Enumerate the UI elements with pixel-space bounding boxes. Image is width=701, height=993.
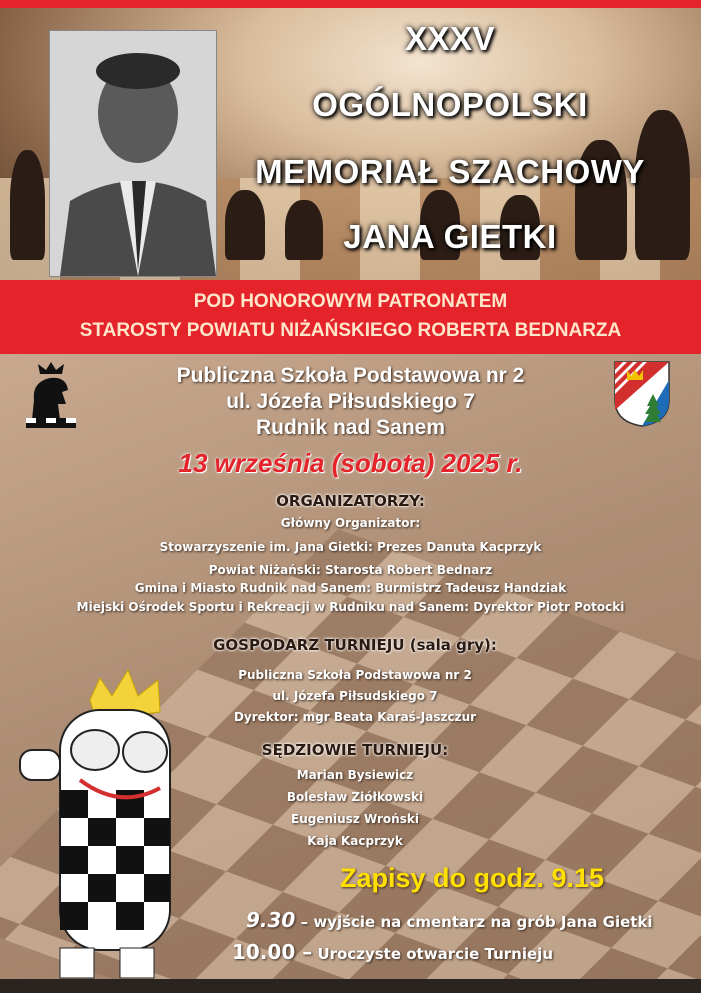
host-heading: GOSPODARZ TURNIEJU (sala gry): bbox=[213, 636, 497, 654]
host-item: ul. Józefa Piłsudskiego 7 bbox=[272, 689, 438, 703]
patronage-line-2: STAROSTY POWIATU NIŻAŃSKIEGO ROBERTA BEDNARZA bbox=[79, 320, 622, 341]
bottom-bar bbox=[0, 979, 701, 993]
registration-deadline: Zapisy do godz. 9.15 bbox=[340, 863, 605, 893]
chess-mascot-illustration bbox=[0, 660, 200, 980]
chess-piece-icon bbox=[10, 150, 45, 260]
venue-line-3: Rudnik nad Sanem bbox=[255, 416, 446, 439]
venue-line-2: ul. Józefa Piłsudskiego 7 bbox=[226, 390, 475, 413]
schedule-item bbox=[246, 908, 653, 932]
schedule-time: 9.30 bbox=[246, 908, 296, 932]
organizer-item: Gmina i Miasto Rudnik nad Sanem: Burmistrz Tadeusz Handziak bbox=[134, 581, 567, 595]
schedule-time: 10.00 – bbox=[232, 940, 313, 964]
event-date: 13 września (sobota) 2025 r. bbox=[178, 448, 523, 478]
title-line-3: MEMORIAŁ SZACHOWY bbox=[255, 153, 645, 190]
judge-item: Bolesław Ziółkowski bbox=[286, 790, 424, 804]
judge-item: Kaja Kacprzyk bbox=[307, 834, 403, 848]
title-line-1: XXXV bbox=[404, 20, 496, 57]
schedule-text: – wyjście na cmentarz na grób Jana Gietki bbox=[300, 913, 653, 931]
schedule-item bbox=[232, 940, 553, 964]
title-line-4: JANA GIETKI bbox=[343, 218, 557, 255]
organizer-item: Powiat Niżański: Starosta Robert Bednarz bbox=[208, 563, 493, 577]
top-red-stripe bbox=[0, 0, 701, 8]
schedule-text: Uroczyste otwarcie Turnieju bbox=[317, 945, 554, 963]
portrait-photo bbox=[49, 30, 217, 277]
header-photo bbox=[0, 8, 701, 280]
venue-line-1: Publiczna Szkoła Podstawowa nr 2 bbox=[176, 364, 525, 387]
organizer-item: Główny Organizator: bbox=[280, 516, 421, 530]
organizer-item: Stowarzyszenie im. Jana Gietki: Prezes Danuta Kacprzyk bbox=[159, 540, 542, 554]
judge-item: Marian Bysiewicz bbox=[296, 768, 414, 782]
judge-item: Eugeniusz Wroński bbox=[291, 812, 419, 826]
organizer-item: Miejski Ośrodek Sportu i Rekreacji w Rudniku nad Sanem: Dyrektor Piotr Potocki bbox=[76, 600, 625, 614]
title-line-2: OGÓLNOPOLSKI bbox=[312, 86, 588, 123]
patronage-banner bbox=[0, 280, 701, 354]
organizers-heading: ORGANIZATORZY: bbox=[276, 492, 425, 510]
judges-heading: SĘDZIOWIE TURNIEJU: bbox=[261, 741, 449, 759]
patronage-line-1: POD HONOROWYM PATRONATEM bbox=[193, 291, 508, 312]
host-item: Publiczna Szkoła Podstawowa nr 2 bbox=[238, 668, 472, 682]
host-item: Dyrektor: mgr Beata Karaś-Jaszczur bbox=[233, 710, 477, 724]
